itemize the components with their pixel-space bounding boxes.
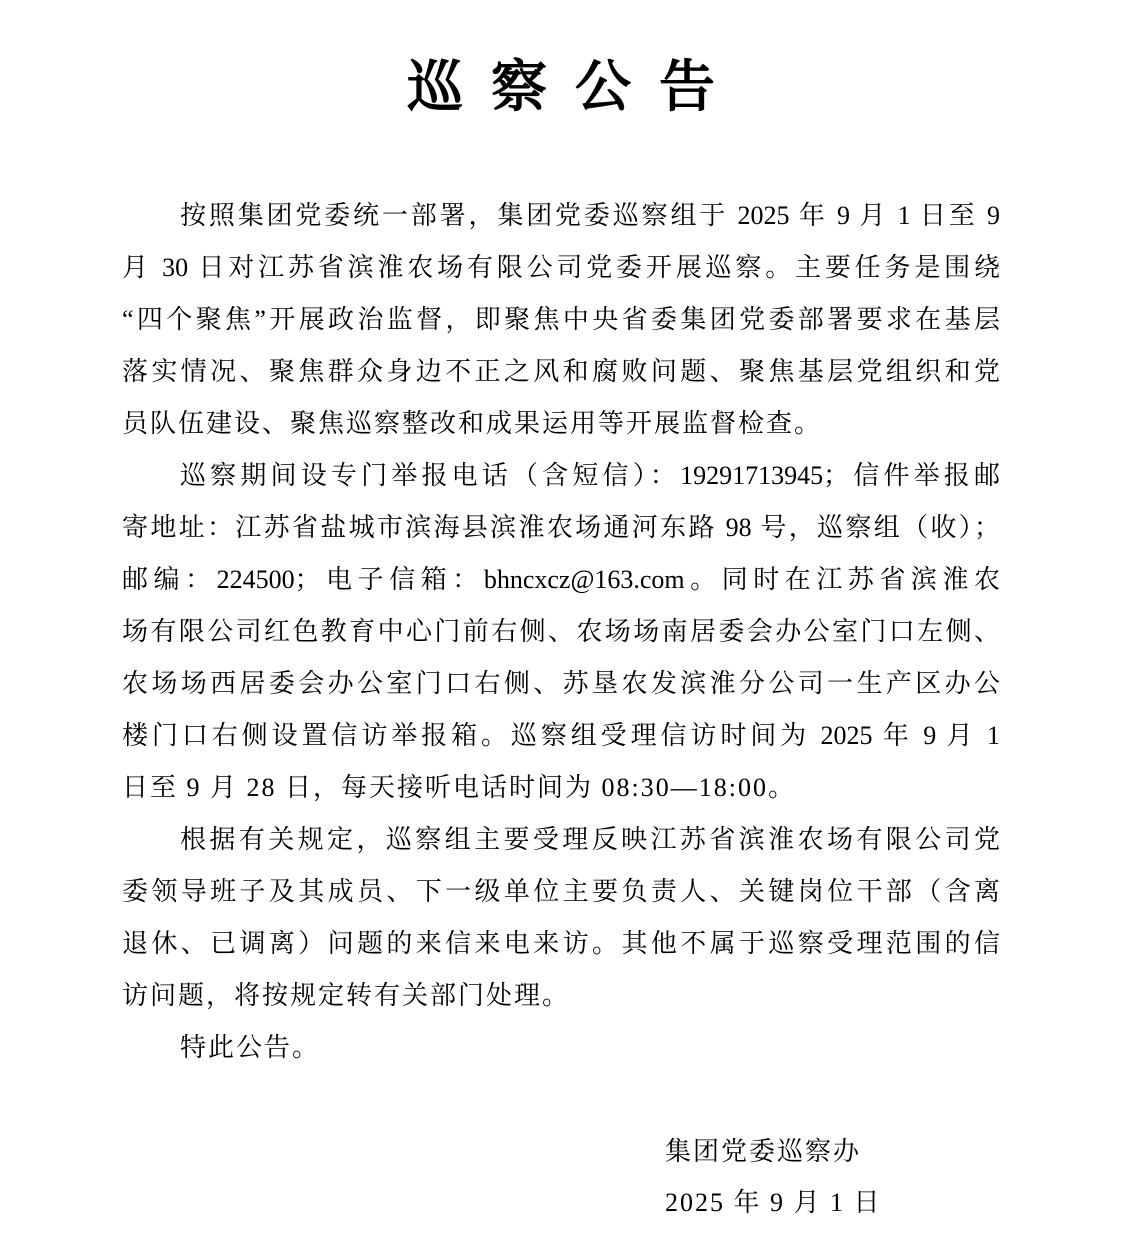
text-line: 退休、已调离）问题的来信来电来访。其他不属于巡察受理范围的信 bbox=[122, 929, 1000, 958]
paragraph bbox=[122, 814, 1000, 1022]
text-line: 落实情况、聚焦群众身边不正之风和腐败问题、聚焦基层党组织和党 bbox=[122, 357, 1000, 386]
text-line: 日至 9 月 28 日，每天接听电话时间为 08:30—18:00。 bbox=[122, 773, 796, 802]
text-line: 楼门口右侧设置信访举报箱。巡察组受理信访时间为 2025 年 9 月 1 bbox=[122, 721, 1000, 750]
text-line: 根据有关规定，巡察组主要受理反映江苏省滨淮农场有限公司党 bbox=[180, 825, 1000, 854]
page-title: 巡察公告 bbox=[407, 57, 743, 119]
text-line: 访问题，将按规定转有关部门处理。 bbox=[122, 981, 571, 1010]
text-line: 农场场西居委会办公室门口右侧、苏垦农发滨淮分公司一生产区办公 bbox=[122, 669, 1000, 698]
text-line: 巡察期间设专门举报电话（含短信）：19291713945；信件举报邮 bbox=[180, 461, 1000, 490]
text-line: 邮编：224500；电子信箱：bhncxcz@163.com。同时在江苏省滨淮农 bbox=[122, 565, 1000, 594]
announcement-body bbox=[122, 190, 1000, 1074]
text-line: 寄地址：江苏省盐城市滨海县滨淮农场通河东路 98 号，巡察组（收）； bbox=[122, 513, 1000, 542]
text-line: 场有限公司红色教育中心门前右侧、农场场南居委会办公室门口左侧、 bbox=[122, 617, 1000, 646]
issuer: 集团党委巡察办 bbox=[665, 1137, 862, 1166]
text-line: 委领导班子及其成员、下一级单位主要负责人、关键岗位干部（含离 bbox=[122, 877, 1000, 906]
paragraph bbox=[122, 450, 1000, 814]
text-line: 特此公告。 bbox=[180, 1033, 321, 1062]
paragraph bbox=[122, 1022, 1000, 1074]
text-line: 按照集团党委统一部署，集团党委巡察组于 2025 年 9 月 1 日至 9 bbox=[180, 201, 1000, 230]
text-line: 月 30 日对江苏省滨淮农场有限公司党委开展巡察。主要任务是围绕 bbox=[122, 253, 1000, 282]
issue-date: 2025 年 9 月 1 日 bbox=[665, 1188, 882, 1217]
paragraph bbox=[122, 190, 1000, 450]
text-line: 员队伍建设、聚焦巡察整改和成果运用等开展监督检查。 bbox=[122, 409, 823, 438]
text-line: “四个聚焦”开展政治监督，即聚焦中央省委集团党委部署要求在基层 bbox=[122, 305, 1000, 334]
